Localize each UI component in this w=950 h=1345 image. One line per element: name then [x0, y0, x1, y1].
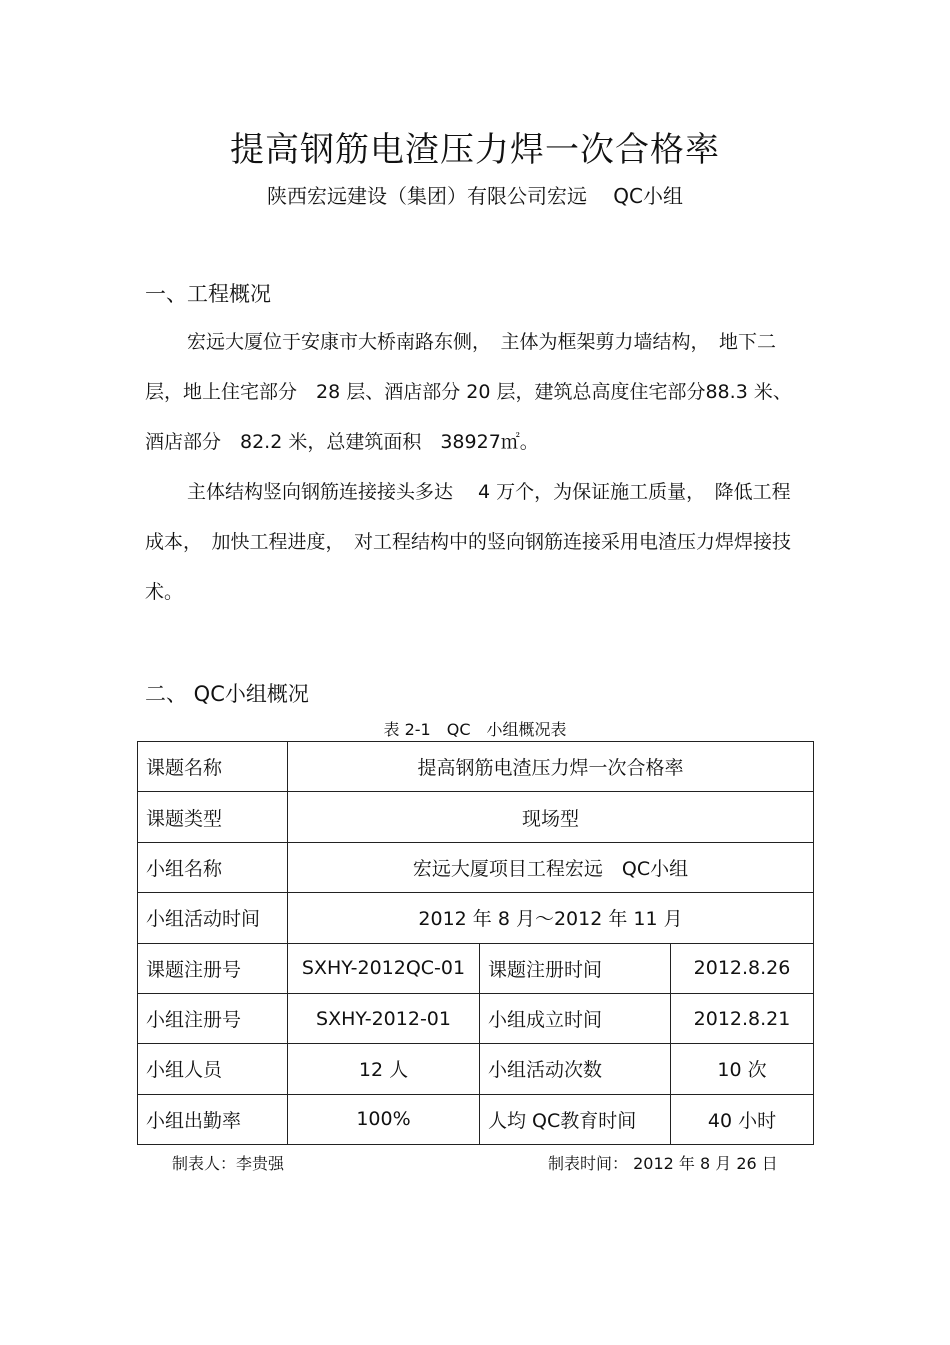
- section1-paragraph-1: 宏远大厦位于安康市大桥南路东侧， 主体为框架剪力墙结构， 地下二层，地上住宅部分 28 层、酒店部分 20 层，建筑总高度住宅部分88.3 米、酒店部分 82.2 米，总建筑面积 38927㎡。: [145, 331, 792, 453]
- members-value: 12 人: [288, 1044, 480, 1094]
- document-title: 提高钢筋电渣压力焊一次合格率: [230, 130, 720, 170]
- qc-education-label: 人均 QC教育时间: [480, 1094, 671, 1144]
- topic-name-label: 课题名称: [138, 742, 288, 792]
- table-row: [138, 742, 814, 792]
- group-founded-value: 2012.8.21: [671, 993, 814, 1043]
- attendance-label: 小组出勤率: [138, 1094, 288, 1144]
- topic-type-label: 课题类型: [138, 792, 288, 842]
- group-name-value: 宏远大厦项目工程宏远 QC小组: [288, 842, 814, 892]
- qc-education-value: 40 小时: [671, 1094, 814, 1144]
- group-founded-label: 小组成立时间: [480, 993, 671, 1043]
- table-date: 制表时间： 2012 年 8 月 26 日: [548, 1154, 778, 1173]
- topic-reg-time-label: 课题注册时间: [480, 943, 671, 993]
- activities-value: 10 次: [671, 1044, 814, 1094]
- table-row: [138, 1044, 814, 1094]
- document-subtitle: 陕西宏远建设（集团）有限公司宏远 QC小组: [266, 184, 684, 208]
- group-reg-no-label: 小组注册号: [138, 993, 288, 1043]
- table-row: [138, 842, 814, 892]
- topic-name-value: 提高钢筋电渣压力焊一次合格率: [288, 742, 814, 792]
- topic-reg-no-value: SXHY-2012QC-01: [288, 943, 480, 993]
- section1-paragraph-2: 主体结构竖向钢筋连接接头多达 4 万个，为保证施工质量， 降低工程成本， 加快工程进度， 对工程结构中的竖向钢筋连接采用电渣压力焊焊接技术。: [145, 481, 792, 603]
- section1-body: [145, 317, 805, 617]
- table-row: [138, 792, 814, 842]
- topic-reg-no-label: 课题注册号: [138, 943, 288, 993]
- activity-period-label: 小组活动时间: [138, 893, 288, 943]
- table-row: [138, 943, 814, 993]
- attendance-value: 100%: [288, 1094, 480, 1144]
- members-label: 小组人员: [138, 1044, 288, 1094]
- table-row: [138, 893, 814, 943]
- section2-heading: 二、 QC小组概况: [145, 682, 309, 706]
- table-row: [138, 1094, 814, 1144]
- table-maker: 制表人：李贵强: [172, 1154, 285, 1173]
- table-row: [138, 993, 814, 1043]
- topic-type-value: 现场型: [288, 792, 814, 842]
- table-caption: 表 2-1 QC 小组概况表: [383, 720, 567, 739]
- activity-period-value: 2012 年 8 月～2012 年 11 月: [288, 893, 814, 943]
- qc-group-overview-table: [137, 741, 814, 1145]
- group-reg-no-value: SXHY-2012-01: [288, 993, 480, 1043]
- activities-label: 小组活动次数: [480, 1044, 671, 1094]
- group-name-label: 小组名称: [138, 842, 288, 892]
- section1-heading: 一、工程概况: [145, 282, 271, 306]
- topic-reg-time-value: 2012.8.26: [671, 943, 814, 993]
